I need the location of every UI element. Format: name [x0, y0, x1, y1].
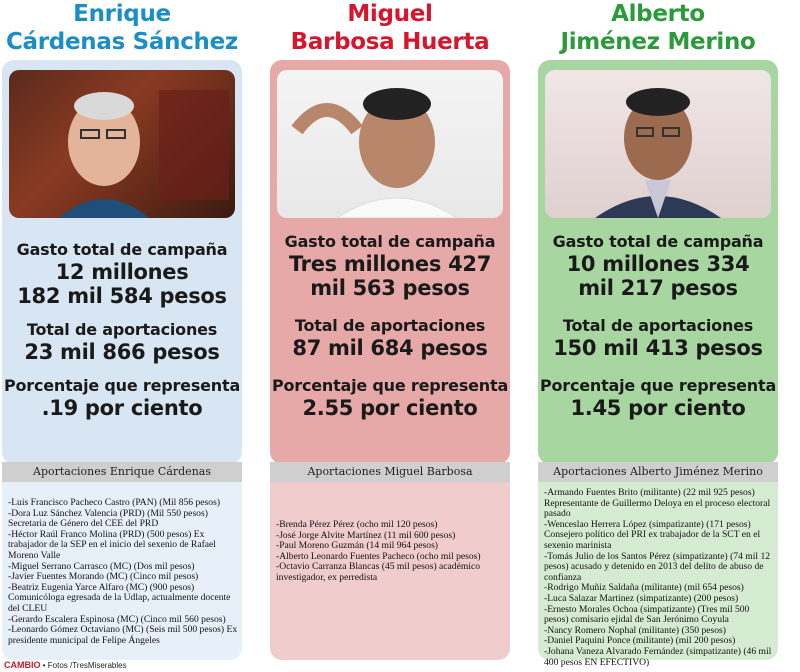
list-item: -Octavio Carranza Blancas (45 mil pesos) académico investigador, ex perredista — [276, 561, 481, 583]
gasto-value-line1: 12 millones — [55, 260, 189, 284]
list-item: -Armando Fuentes Brito (militante) (22 mil 925 pesos) Representante de Guillermo Deloya en el proceso electoral pasado — [544, 487, 771, 520]
list-item: -Héctor Raúl Franco Molina (PRD) (500 pesos) Ex trabajador de la SEP en el inicio del sexenio de Rafael Moreno Valle — [8, 528, 216, 561]
list-item: -Gerardo Escalera Espinosa (MC) (Cinco mil 560 pesos) — [8, 613, 226, 625]
candidate-card — [270, 60, 510, 464]
candidate-last-name: Jiménez Merino — [560, 29, 756, 55]
aportaciones-value: 23 mil 866 pesos — [24, 340, 220, 364]
gasto-value-line1: Tres millones 427 — [288, 252, 492, 276]
portrait-image — [9, 70, 235, 218]
list-item: -Luca Salazar Martínez (simpatizante) (200 pesos) — [544, 592, 739, 604]
footer-credit — [4, 660, 127, 670]
candidate-name — [270, 0, 510, 56]
candidate-name — [2, 0, 242, 56]
contributions-list — [544, 488, 774, 668]
contributions-panel — [270, 482, 510, 660]
list-item: -Luis Francisco Pacheco Castro (PAN) (Mil 856 pesos) — [8, 497, 221, 508]
list-item: -Beatriz Eugenia Yarce Alfaro (MC) (900 pesos) Comunicóloga egresada de la Udlap, actualmente docente del CLEU — [8, 581, 231, 614]
gasto-value-line2: mil 563 pesos — [310, 276, 470, 300]
porcentaje-label: Porcentaje que representa — [271, 376, 509, 395]
candidate-photo — [277, 70, 503, 218]
list-item: -Brenda Pérez Pérez (ocho mil 120 pesos) — [276, 519, 438, 530]
porcentaje-value: .19 por ciento — [41, 396, 203, 420]
photo-credit: • Fotos /TresMiserables — [42, 661, 127, 670]
list-item: -Nancy Romero Nophal (militante) (350 pesos) — [544, 624, 726, 636]
gasto-label: Gasto total de campaña — [16, 240, 228, 259]
gasto-value-line1: 10 millones 334 — [566, 252, 750, 276]
porcentaje-value: 1.45 por ciento — [570, 396, 746, 420]
candidate-first-name: Miguel — [347, 1, 433, 27]
porcentaje-value: 2.55 por ciento — [302, 396, 478, 420]
candidate-card — [2, 60, 242, 464]
list-item: -Dora Luz Sánchez Valencia (PRD) (Mil 550 pesos) Secretaria de Género del CEE del PRD — [8, 507, 208, 530]
candidate-first-name: Enrique — [73, 1, 171, 27]
porcentaje-label: Porcentaje que representa — [3, 376, 241, 395]
candidate-last-name: Barbosa Huerta — [290, 29, 490, 55]
candidate-photo — [545, 70, 771, 218]
candidate-first-name: Alberto — [611, 1, 705, 27]
list-item: -José Jorge Alvite Martínez (11 mil 600 pesos) — [276, 529, 456, 541]
candidate-last-name: Cárdenas Sánchez — [5, 29, 239, 55]
list-item: -Daniel Paquini Ponce (militante) (mil 200 pesos) — [544, 635, 736, 647]
portrait-image — [545, 70, 771, 218]
portrait-image — [277, 70, 503, 218]
aportaciones-value: 150 mil 413 pesos — [553, 336, 763, 360]
stats-block — [270, 232, 510, 420]
contributions-panel — [538, 482, 778, 668]
contributions-header: Aportaciones Miguel Barbosa — [270, 462, 510, 482]
gasto-value-line2: 182 mil 584 pesos — [17, 284, 227, 308]
candidate-photo — [9, 70, 235, 218]
candidate-card — [538, 60, 778, 464]
gasto-label: Gasto total de campaña — [284, 232, 496, 251]
contributions-header: Aportaciones Enrique Cárdenas — [2, 462, 242, 482]
stats-block — [538, 232, 778, 420]
stats-block — [2, 240, 242, 420]
candidate-name — [538, 0, 778, 56]
gasto-value-line2: mil 217 pesos — [578, 276, 738, 300]
list-item: -Paul Moreno Guzmán (14 mil 964 pesos) — [276, 540, 439, 552]
aportaciones-value: 87 mil 684 pesos — [292, 336, 488, 360]
list-item: -Alberto Leonardo Fuentes Pacheco (ocho mil pesos) — [276, 550, 481, 562]
list-item: -Ernesto Morales Ochoa (simpatizante) (Tres mil 500 pesos) comisario ejidal de San Jerónimo Coyula — [544, 603, 750, 626]
list-item: -Wenceslao Herrera López (simpatizante) (171 pesos) Consejero político del PRI ex trabajador de la SCT en el sexenio marinista — [544, 518, 761, 551]
contributions-header: Aportaciones Alberto Jiménez Merino — [538, 462, 778, 482]
porcentaje-label: Porcentaje que representa — [539, 376, 777, 395]
list-item: -Leonardo Gómez Octaviano (MC) (Seis mil 500 pesos) Ex presidente municipal de Felipe Ángeles — [8, 624, 238, 646]
list-item: -Johana Vaneza Alvarado Fernández (simpatizante) (46 mil 400 pesos EN EFECTIVO) — [544, 645, 772, 668]
list-item: -Tomás Julio de los Santos Pérez (simpatizante) (74 mil 12 pesos) acusado y detenido en 2013 del delito de abuso de confianza — [544, 550, 771, 583]
contributions-list — [276, 520, 506, 584]
aportaciones-label: Total de aportaciones — [562, 316, 754, 335]
list-item: -Javier Fuentes Morando (MC) (Cinco mil pesos) — [8, 571, 199, 583]
list-item: -Rodrigo Muñiz Saldaña (militante) (mil 654 pesos) — [544, 582, 744, 594]
list-item: -Miguel Serrano Carrasco (MC) (Dos mil pesos) — [8, 560, 195, 572]
contributions-list — [8, 498, 238, 646]
contributions-panel — [2, 482, 242, 660]
aportaciones-label: Total de aportaciones — [294, 316, 486, 335]
gasto-label: Gasto total de campaña — [552, 232, 764, 251]
brand-logo: CAMBIO — [4, 660, 41, 670]
aportaciones-label: Total de aportaciones — [26, 320, 218, 339]
